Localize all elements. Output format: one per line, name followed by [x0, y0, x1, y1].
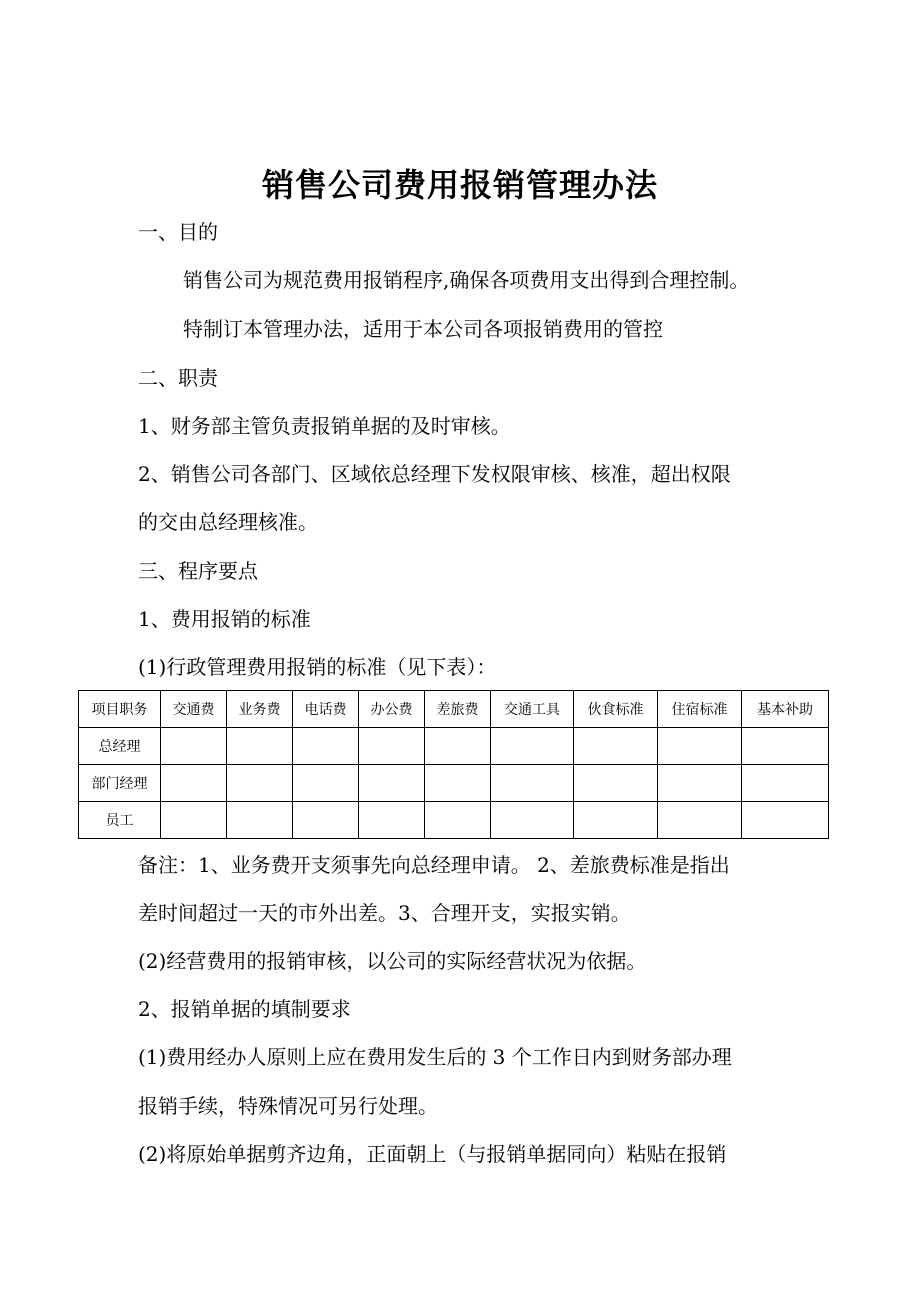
table-row-role: 总经理 — [79, 728, 161, 765]
table-header-cell: 电话费 — [293, 691, 359, 728]
table-header-row — [79, 691, 829, 728]
table-cell — [658, 802, 742, 839]
table-cell — [742, 728, 829, 765]
purpose-paragraph-1: 销售公司为规范费用报销程序,确保各项费用支出得到合理控制。 — [183, 268, 750, 292]
table-row-role: 部门经理 — [79, 765, 161, 802]
procedure-item-1-1: (1)行政管理费用报销的标准（见下表）： — [138, 655, 497, 679]
procedure-item-2: 2、报销单据的填制要求 — [138, 997, 351, 1021]
table-cell — [574, 802, 658, 839]
table-row — [79, 802, 829, 839]
section-procedure-heading: 三、程序要点 — [138, 559, 258, 583]
table-cell — [161, 802, 227, 839]
table-row-role: 员工 — [79, 802, 161, 839]
table-cell — [658, 728, 742, 765]
table-cell — [161, 728, 227, 765]
table-cell — [574, 728, 658, 765]
table-cell — [491, 728, 574, 765]
table-header-cell: 办公费 — [359, 691, 425, 728]
table-cell — [227, 765, 293, 802]
procedure-item-2-1-line-1: (1)费用经办人原则上应在费用发生后的 3 个工作日内到财务部办理 — [138, 1045, 732, 1069]
table-cell — [293, 765, 359, 802]
table-cell — [359, 728, 425, 765]
table-cell — [227, 728, 293, 765]
section-duty-heading: 二、职责 — [138, 366, 218, 390]
table-cell — [658, 765, 742, 802]
table-header-cell: 伙食标准 — [574, 691, 658, 728]
duty-item-2-line-2: 的交由总经理核准。 — [138, 510, 318, 534]
table-row — [79, 765, 829, 802]
procedure-item-1-2: (2)经营费用的报销审核，以公司的实际经营状况为依据。 — [138, 949, 647, 973]
procedure-item-2-2: (2)将原始单据剪齐边角，正面朝上（与报销单据同向）粘贴在报销 — [138, 1142, 727, 1166]
table-cell — [574, 765, 658, 802]
table-header-cell: 住宿标准 — [658, 691, 742, 728]
table-header-cell: 业务费 — [227, 691, 293, 728]
purpose-paragraph-2: 特制订本管理办法，适用于本公司各项报销费用的管控 — [183, 317, 663, 341]
table-note-line-1: 备注：1、业务费开支须事先向总经理申请。 2、差旅费标准是指出 — [138, 853, 730, 877]
procedure-item-2-1-line-2: 报销手续，特殊情况可另行处理。 — [138, 1094, 438, 1118]
table-header-cell: 项目职务 — [79, 691, 161, 728]
duty-item-2-line-1: 2、销售公司各部门、区域依总经理下发权限审核、核准，超出权限 — [138, 462, 731, 486]
table-header-cell: 交通费 — [161, 691, 227, 728]
table-cell — [293, 802, 359, 839]
table-cell — [359, 802, 425, 839]
section-purpose-heading: 一、目的 — [138, 220, 218, 244]
table-cell — [491, 765, 574, 802]
table-cell — [491, 802, 574, 839]
table-header-cell: 差旅费 — [425, 691, 491, 728]
table-row — [79, 728, 829, 765]
table-cell — [425, 802, 491, 839]
table-cell — [227, 802, 293, 839]
expense-standard-table — [78, 690, 829, 839]
table-cell — [425, 728, 491, 765]
table-cell — [742, 802, 829, 839]
table-header-cell: 基本补助 — [742, 691, 829, 728]
procedure-item-1: 1、费用报销的标准 — [138, 607, 311, 631]
document-title: 销售公司费用报销管理办法 — [261, 166, 658, 204]
table-cell — [293, 728, 359, 765]
table-cell — [161, 765, 227, 802]
table-note-line-2: 差时间超过一天的市外出差。3、合理开支，实报实销。 — [138, 901, 631, 925]
duty-item-1: 1、财务部主管负责报销单据的及时审核。 — [138, 414, 511, 438]
table-cell — [742, 765, 829, 802]
table-cell — [359, 765, 425, 802]
table-header-cell: 交通工具 — [491, 691, 574, 728]
table-cell — [425, 765, 491, 802]
